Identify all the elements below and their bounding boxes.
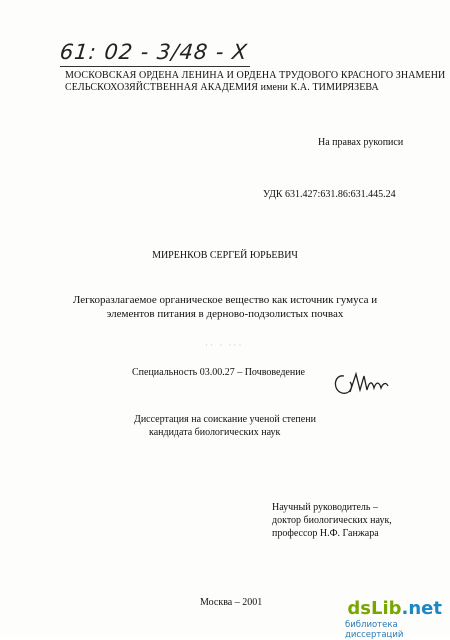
degree-line-1: Диссертация на соискание ученой степени [134,414,316,425]
watermark-subtitle: библиотека диссертаций [345,620,404,640]
signature-icon [330,368,390,400]
logo-part-1: dsLib [347,598,402,619]
faint-stamp-mark: ·· · ··· [205,340,244,350]
dslib-watermark [345,598,450,640]
degree-line-2: кандидата биологических наук [149,427,281,438]
supervisor-line-1: Научный руководитель – [272,502,378,513]
underline [60,66,250,67]
handwritten-catalog-code: 61: 02 - 3/48 - X [58,40,249,64]
supervisor-line-2: доктор биологических наук, [272,515,392,526]
supervisor-line-3: профессор Н.Ф. Ганжара [272,528,379,539]
dissertation-title-line-1: Легкоразлагаемое органическое вещество как источник гумуса и [72,294,378,306]
dslib-logo [347,598,442,619]
manuscript-rights: На правах рукописи [318,137,404,148]
institution-line-2: СЕЛЬСКОХОЗЯЙСТВЕННАЯ АКАДЕМИЯ имени К.А. ТИМИРЯЗЕВА [65,82,379,93]
institution-line-1: МОСКОВСКАЯ ОРДЕНА ЛЕНИНА И ОРДЕНА ТРУДОВОГО КРАСНОГО ЗНАМЕНИ [65,70,446,81]
logo-part-2: .net [401,598,442,619]
udk-code: УДК 631.427:631.86:631.445.24 [263,189,396,200]
specialty: Специальность 03.00.27 – Почвоведение [132,367,305,378]
place-year: Москва – 2001 [200,597,263,608]
dissertation-title-line-2: элементов питания в дерново-подзолистых почвах [106,308,344,320]
author-name: МИРЕНКОВ СЕРГЕЙ ЮРЬЕВИЧ [152,250,298,261]
